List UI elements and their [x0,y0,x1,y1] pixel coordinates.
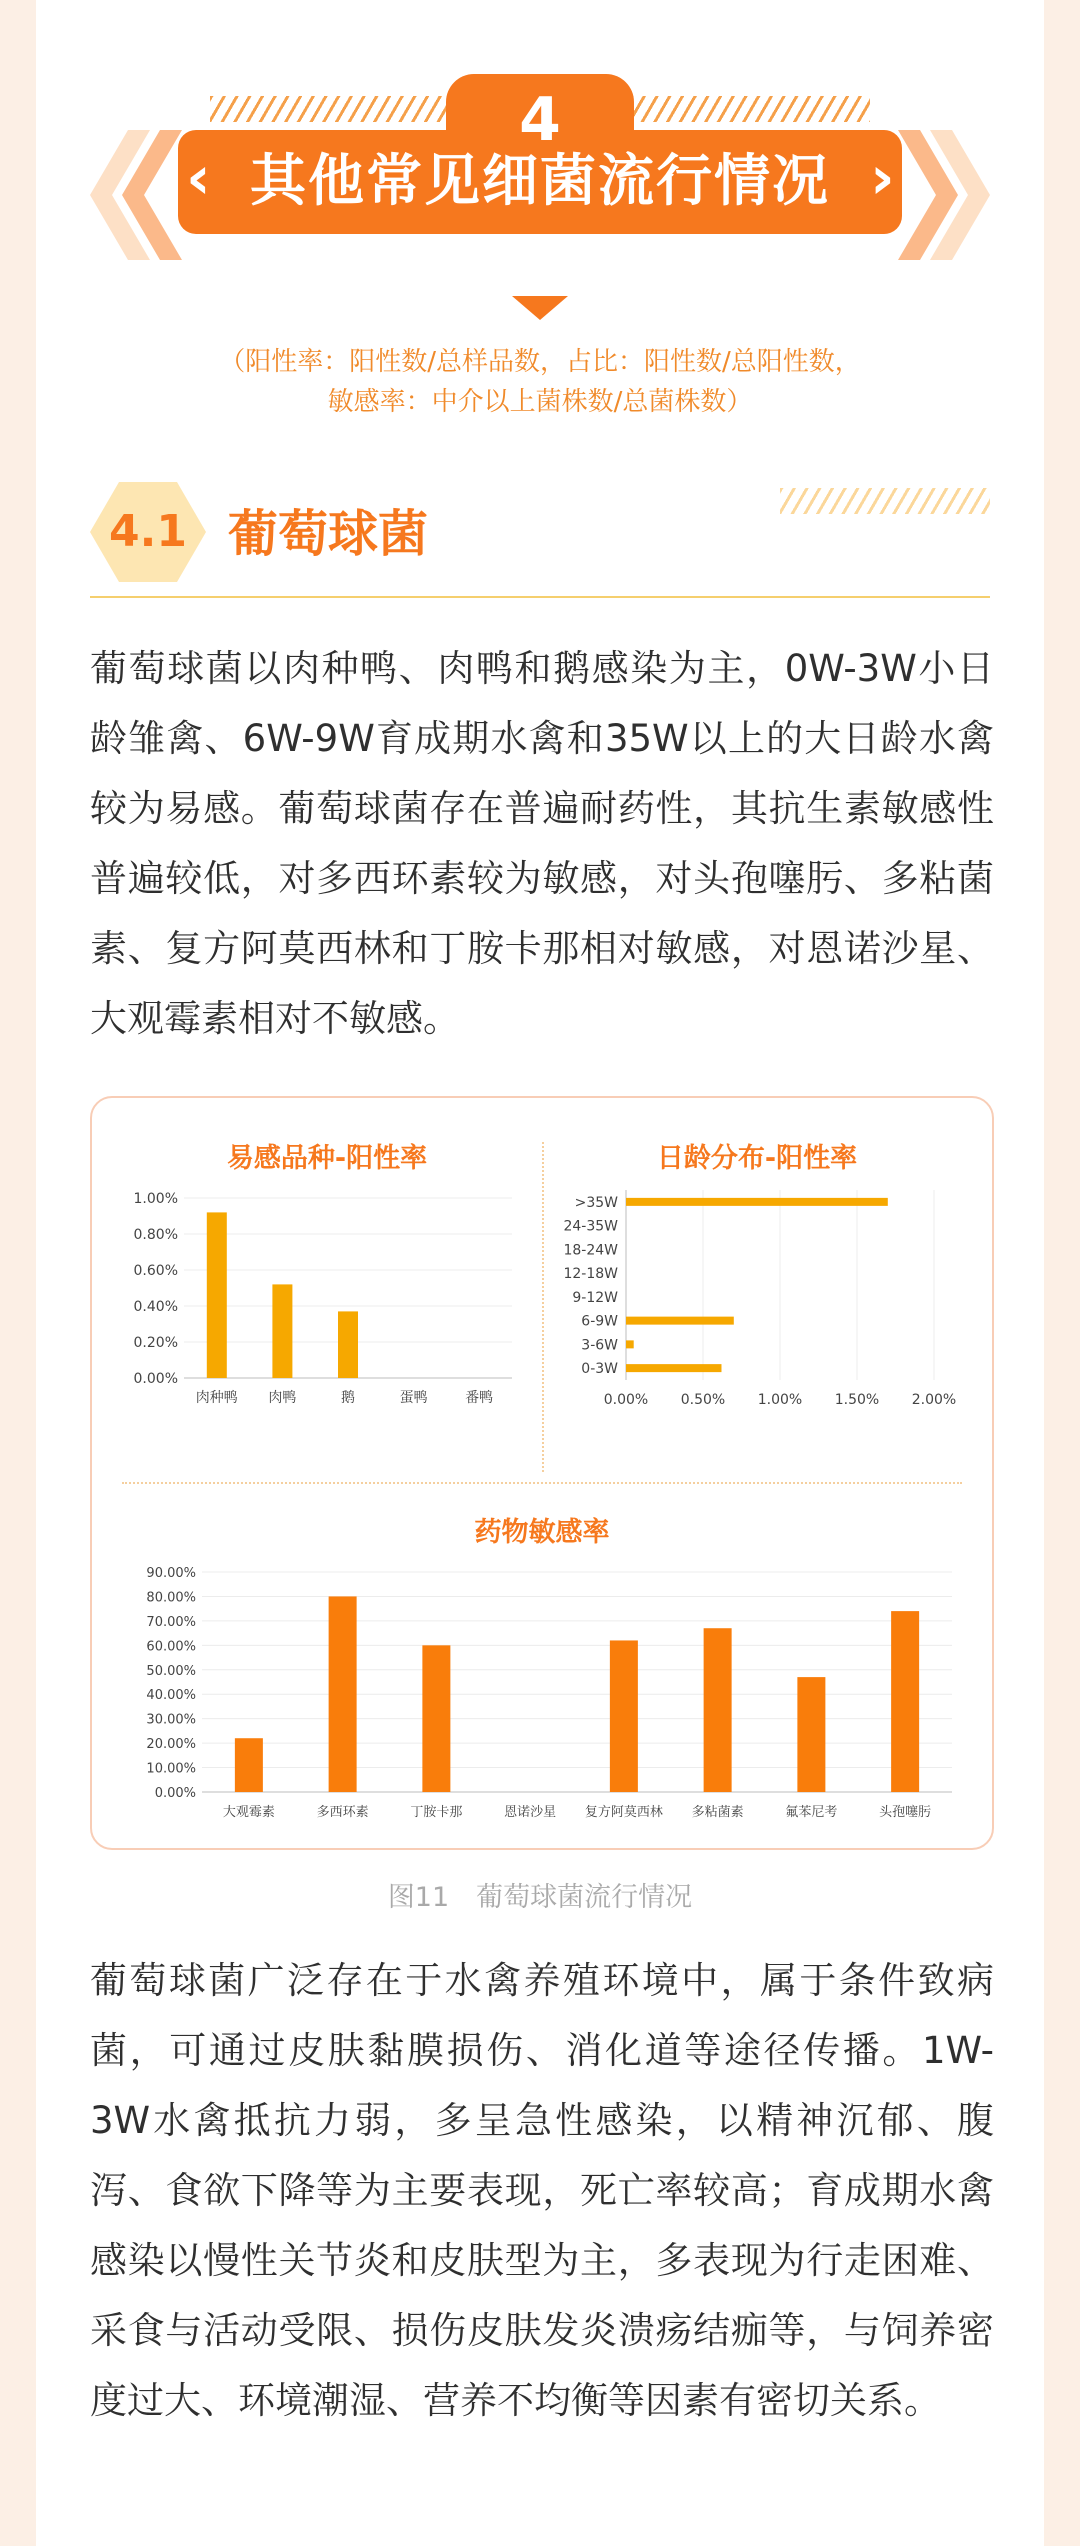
chart3-tick-label: 60.00% [146,1639,196,1655]
chart2-category-label: 3-6W [581,1337,618,1354]
chart3-tick-label: 70.00% [146,1614,196,1630]
chart1-tick-label: 1.00% [133,1191,178,1207]
chevron-right-icon: › [870,143,895,213]
chart1-bar [272,1284,292,1378]
subsection-title: 葡萄球菌 [228,505,428,563]
chart3-bar [891,1611,919,1792]
subsection-number: 4.1 [109,506,187,557]
chart2-bar [626,1340,634,1348]
chart1-tick-label: 0.80% [133,1227,178,1243]
chart3-tick-label: 80.00% [146,1590,196,1606]
chart2-bar [626,1198,888,1206]
chart3-category-label: 大观霉素 [222,1805,275,1820]
chart1-tick-label: 0.00% [133,1371,178,1387]
chart2-title: 日龄分布-阳性率 [656,1143,858,1174]
chart2-tick-label: 0.00% [603,1392,649,1408]
chart1-bar [338,1311,358,1378]
chart-breed-positive-rate [112,1178,532,1418]
chart1-category-label: 鹅 [341,1390,355,1406]
chart2-tick-label: 0.50% [680,1392,726,1408]
chart3-bar [797,1677,825,1792]
chart2-tick-label: 1.00% [757,1392,803,1408]
chart3-category-label: 多西环素 [316,1805,369,1820]
chart-card [90,1096,994,1850]
subsection-underline [90,596,990,598]
subsection-hatch [780,488,990,514]
chart3-tick-label: 40.00% [146,1688,196,1704]
chart3-category-label: 复方阿莫西林 [584,1805,663,1820]
chart1-bar [207,1212,227,1378]
chart3-bar [610,1640,638,1792]
chart3-bar [235,1738,263,1792]
chart-divider-vertical [542,1142,544,1472]
chart3-tick-label: 30.00% [146,1712,196,1728]
chart3-category-label: 头孢噻肟 [879,1805,932,1820]
banner-hatch-left [210,96,450,122]
chart1-tick-label: 0.40% [133,1299,178,1315]
chart-drug-sensitivity [112,1560,972,1822]
chart1-tick-label: 0.60% [133,1263,178,1279]
chart2-category-label: 9-12W [572,1289,618,1306]
chart1-tick-label: 0.20% [133,1335,178,1351]
section-title: 其他常见细菌流行情况 [250,149,830,214]
chart1-category-label: 蛋鸭 [399,1390,428,1406]
paragraph-description: 葡萄球菌广泛存在于水禽养殖环境中，属于条件致病菌，可通过皮肤黏膜损伤、消化道等途径传播。1W-3W水禽抵抗力弱，多呈急性感染，以精神沉郁、腹泻、食欲下降等为主要表现，死亡率较高；育成期水禽感染以慢性关节炎和皮肤型为主，多表现为行走困难、采食与活动受限、损伤皮肤发炎溃疡结痂等，与饲养密度过大、环境潮湿、营养不均衡等因素有密切关系。 [90,1959,994,2422]
chart2-category-label: 24-35W [563,1218,618,1235]
chart2-tick-label: 1.50% [834,1392,880,1408]
chart2-bar [626,1317,734,1325]
chart1-category-label: 番鸭 [465,1390,494,1406]
chart2-tick-label: 2.00% [911,1392,957,1408]
chart3-bar [422,1645,450,1792]
chart3-category-label: 氟苯尼考 [785,1805,838,1820]
chart3-category-label: 恩诺沙星 [504,1805,557,1820]
chart3-bar [704,1628,732,1792]
section-banner [0,0,1080,320]
banner-chevrons-left [88,130,188,260]
chart-divider-horizontal [122,1482,962,1484]
chart3-category-label: 丁胺卡那 [410,1805,463,1820]
chart3-tick-label: 10.00% [146,1761,196,1777]
banner-chevrons-right [892,130,992,260]
chart1-title: 易感品种-阳性率 [226,1143,428,1174]
chart2-category-label: 12-18W [563,1266,618,1283]
chart1-category-label: 肉种鸭 [195,1390,238,1406]
chart3-tick-label: 0.00% [154,1786,196,1801]
chart3-tick-label: 20.00% [146,1737,196,1753]
chart2-category-label: >35W [574,1194,618,1211]
chart-age-positive-rate [552,1178,972,1418]
chart2-category-label: 18-24W [563,1242,618,1259]
chart3-tick-label: 50.00% [146,1663,196,1679]
chart2-category-label: 6-9W [581,1313,618,1330]
figure-caption: 图11 葡萄球菌流行情况 [387,1882,693,1913]
definition-note-line1: （阳性率：阳性数/总样品数，占比：阳性数/总阳性数， [219,347,861,377]
chart3-title: 药物敏感率 [474,1517,610,1548]
paragraph-intro: 葡萄球菌以肉种鸭、肉鸭和鹅感染为主，0W-3W小日龄雏禽、6W-9W育成期水禽和35W以上的大日龄水禽较为易感。葡萄球菌存在普遍耐药性，其抗生素敏感性普遍较低，对多西环素较为敏感，对头孢噻肟、多粘菌素、复方阿莫西林和丁胺卡那相对敏感，对恩诺沙星、大观霉素相对不敏感。 [90,647,994,1040]
chart2-bar [626,1364,721,1372]
banner-hatch-right [630,96,870,122]
chart3-category-label: 多粘菌素 [691,1805,744,1820]
section-number: 4 [519,85,561,155]
chevron-left-icon: ‹ [186,143,211,213]
chart3-tick-label: 90.00% [146,1566,196,1581]
banner-pointer [512,296,568,320]
chart2-category-label: 0-3W [581,1361,618,1378]
definition-note-line2: 敏感率：中介以上菌株数/总菌株数） [327,387,753,417]
chart1-category-label: 肉鸭 [268,1390,297,1406]
chart3-bar [329,1596,357,1792]
